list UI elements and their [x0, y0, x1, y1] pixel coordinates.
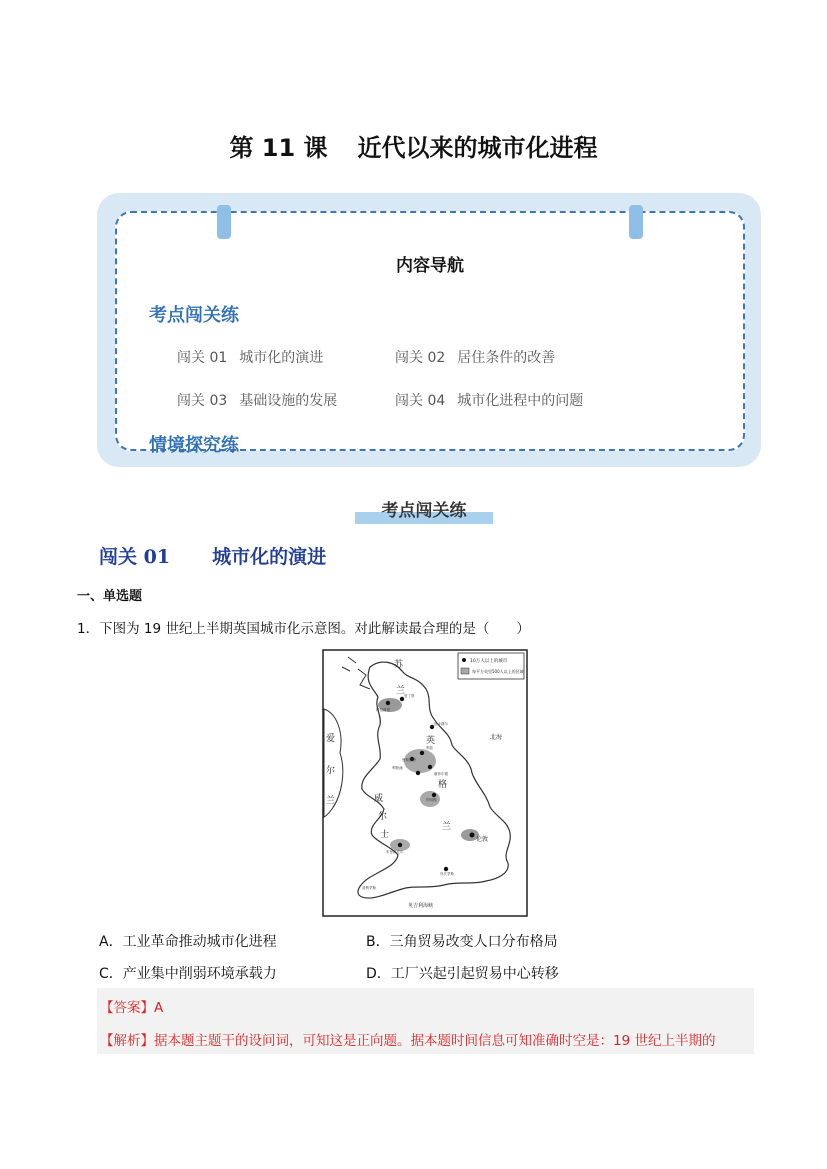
map-label-city: 纽卡斯尔 — [434, 722, 448, 726]
map-label-north-sea: 北海 — [490, 734, 503, 741]
answer-tag: 【答案】 — [100, 1000, 154, 1016]
nav-item-code: 闯关 01 — [177, 350, 228, 366]
nav-item-level-04[interactable] — [395, 390, 583, 410]
level-title: 城市化的演进 — [212, 546, 327, 568]
analysis-line — [100, 1029, 715, 1049]
option-key: D． — [366, 966, 391, 982]
map-label-city: 布里斯托尔 — [386, 850, 404, 854]
map-label: 士 — [380, 830, 390, 840]
map-label: 格 — [438, 780, 448, 790]
option-key: A． — [99, 934, 123, 950]
content-navigation-inner — [115, 211, 745, 456]
nav-item-level-03[interactable] — [177, 390, 337, 410]
map-label-city: 谢菲尔德 — [434, 772, 448, 776]
option-text: 工业革命推动城市化进程 — [122, 934, 277, 950]
map-label: 兰 — [442, 822, 452, 832]
nav-item-code: 闯关 03 — [177, 393, 228, 409]
nav-item-code: 闯关 02 — [395, 350, 446, 366]
map-label-city: 伯明翰 — [426, 798, 437, 802]
option-b[interactable] — [366, 931, 558, 951]
nav-item-level-01[interactable] — [177, 347, 323, 367]
level-code: 闯关 01 — [99, 546, 171, 568]
map-label-london: 伦敦 — [476, 836, 489, 843]
map-label: 苏 — [394, 660, 404, 670]
question-stem: 1．下图为 19 世纪上半期英国城市化示意图。对此解读最合理的是（ ） — [77, 621, 530, 637]
nav-section-scenario[interactable]: 情境探究练 — [149, 435, 239, 456]
nav-item-label: 居住条件的改善 — [457, 350, 556, 366]
option-key: C． — [99, 966, 123, 982]
analysis-tag: 【解析】 — [100, 1033, 154, 1049]
map-label-city: 爱丁堡 — [404, 694, 415, 698]
option-d[interactable] — [366, 963, 559, 983]
nav-item-label: 城市化进程中的问题 — [457, 393, 584, 409]
card-tab-right — [629, 205, 643, 239]
option-c[interactable] — [99, 963, 277, 983]
map-label-city: 朴次茅斯 — [440, 872, 454, 876]
map-label-city: 格拉斯哥 — [376, 708, 390, 712]
section-banner — [355, 494, 493, 524]
map-label-city: 利兹 — [426, 746, 433, 750]
map-label: 威 — [374, 794, 384, 804]
map-label: 兰 — [396, 686, 406, 696]
map-label-city: 曼彻斯特 — [402, 758, 416, 762]
nav-heading: 内容导航 — [396, 256, 464, 276]
page-title — [0, 128, 827, 163]
nav-item-label: 城市化的演进 — [239, 350, 324, 366]
map-label-city: 利物浦 — [392, 766, 403, 770]
nav-item-level-02[interactable] — [395, 347, 555, 367]
option-text: 产业集中削弱环境承载力 — [122, 966, 277, 982]
banner-text: 考点闯关练 — [381, 501, 467, 521]
option-text: 三角贸易改变人口分布格局 — [389, 934, 558, 950]
nav-item-code: 闯关 04 — [395, 393, 446, 409]
card-tab-left — [217, 205, 231, 239]
map-label: 尔 — [378, 812, 388, 822]
analysis-text: 据本题主题干的设问词，可知这是正向题。据本题时间信息可知准确时空是：19 世纪上半期的 — [154, 1033, 716, 1049]
answer-line — [100, 996, 163, 1016]
level-heading — [99, 542, 326, 569]
content-navigation-card — [97, 193, 761, 467]
map-label: 爱 — [326, 734, 336, 744]
map-label: 英 — [426, 736, 436, 746]
britain-urbanization-map — [322, 649, 528, 917]
map-label-city: 普利茅斯 — [362, 886, 376, 890]
lesson-topic: 近代以来的城市化进程 — [357, 134, 598, 162]
question-type: 一、单选题 — [77, 589, 143, 604]
nav-item-label: 基础设施的发展 — [239, 393, 338, 409]
answer-value: A — [154, 1000, 164, 1016]
map-label: 兰 — [326, 796, 336, 806]
map-label: 尔 — [326, 766, 336, 776]
map-svg — [322, 649, 528, 917]
option-text: 工厂兴起引起贸易中心转移 — [390, 966, 559, 982]
lesson-number: 第 11 课 — [229, 134, 328, 162]
option-key: B． — [366, 934, 390, 950]
legend-entry-density: 每平方英里500人以上的区域 — [472, 669, 524, 674]
option-a[interactable] — [99, 931, 277, 951]
nav-section-checkpoint[interactable]: 考点闯关练 — [149, 305, 239, 326]
legend-entry-cities: 10万人以上的城市 — [470, 659, 508, 664]
map-label-channel: 英吉利海峡 — [408, 903, 434, 909]
